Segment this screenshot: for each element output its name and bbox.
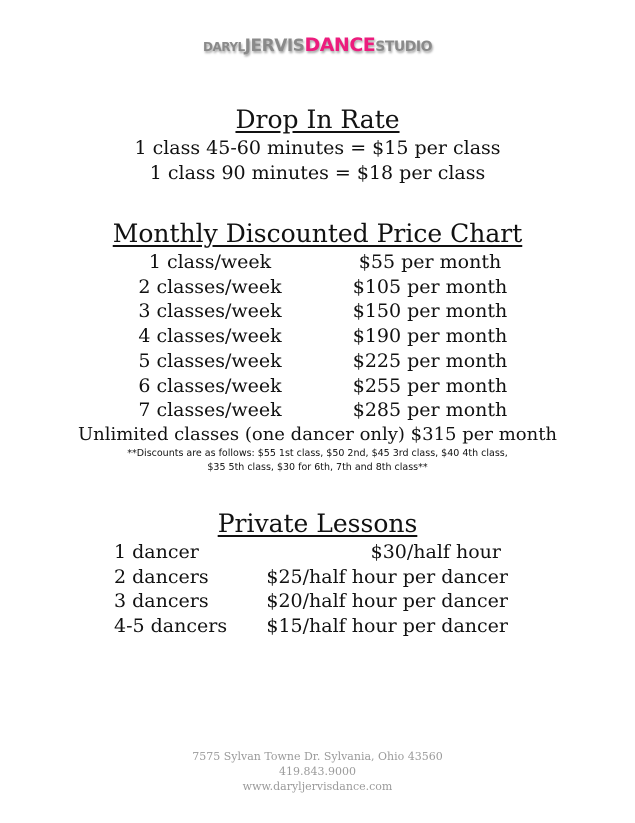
private-row-label: 4-5 dancers: [114, 615, 228, 637]
private-row: [0, 590, 635, 615]
monthly-row-price: $285 per month: [352, 399, 508, 421]
monthly-row: [0, 300, 635, 325]
footer-phone: 419.843.9000: [279, 765, 356, 778]
monthly-row-price: $150 per month: [352, 300, 508, 322]
monthly-row: [0, 251, 635, 276]
private-row-price: $30/half hour: [370, 541, 501, 563]
monthly-row: [0, 375, 635, 400]
footer: [0, 749, 635, 794]
monthly-title: Monthly Discounted Price Chart: [112, 219, 523, 248]
monthly-row-label: 7 classes/week: [138, 399, 282, 421]
private-row-price: $15/half hour per dancer: [266, 615, 508, 637]
private-row-label: 1 dancer: [114, 541, 199, 563]
studio-logo: [0, 34, 635, 56]
drop-in-line: 1 class 45-60 minutes = $15 per class: [134, 137, 501, 159]
private-row: [0, 615, 635, 640]
private-title: Private Lessons: [217, 509, 418, 538]
discount-note-line: $35 5th class, $30 for 6th, 7th and 8th class**: [207, 462, 428, 473]
unlimited-line: Unlimited classes (one dancer only) $315 per month: [77, 424, 558, 445]
monthly-row: [0, 276, 635, 301]
private-row-label: 3 dancers: [114, 590, 209, 612]
private-row: [0, 566, 635, 591]
monthly-row-label: 5 classes/week: [138, 350, 282, 372]
discount-note-line: **Discounts are as follows: $55 1st class, $50 2nd, $45 3rd class, $40 4th class,: [127, 448, 508, 459]
monthly-row: [0, 350, 635, 375]
logo-dance: DANCE: [304, 34, 376, 56]
monthly-row-price: $255 per month: [352, 375, 508, 397]
private-row-price: $25/half hour per dancer: [266, 566, 508, 588]
monthly-row-label: 4 classes/week: [138, 325, 282, 347]
private-row-label: 2 dancers: [114, 566, 209, 588]
drop-in-line: 1 class 90 minutes = $18 per class: [149, 162, 486, 184]
monthly-row-label: 1 class/week: [148, 251, 272, 273]
footer-address: 7575 Sylvan Towne Dr. Sylvania, Ohio 43560: [192, 750, 443, 763]
monthly-row-label: 6 classes/week: [138, 375, 282, 397]
monthly-row: [0, 399, 635, 424]
monthly-row-price: $105 per month: [352, 276, 508, 298]
discount-note: [0, 447, 635, 475]
logo-studio: STUDIO: [375, 39, 432, 55]
drop-in-title: Drop In Rate: [235, 105, 400, 134]
monthly-row-price: $190 per month: [352, 325, 508, 347]
private-row-price: $20/half hour per dancer: [266, 590, 508, 612]
monthly-row-label: 3 classes/week: [138, 300, 282, 322]
footer-website[interactable]: www.daryljervisdance.com: [242, 780, 393, 793]
logo-last-name: JERVIS: [244, 36, 305, 56]
monthly-row-price: $55 per month: [358, 251, 502, 273]
monthly-row-price: $225 per month: [352, 350, 508, 372]
private-row: [0, 541, 635, 566]
monthly-row-label: 2 classes/week: [138, 276, 282, 298]
monthly-row: [0, 325, 635, 350]
logo-first-name: DARYL: [203, 40, 245, 54]
